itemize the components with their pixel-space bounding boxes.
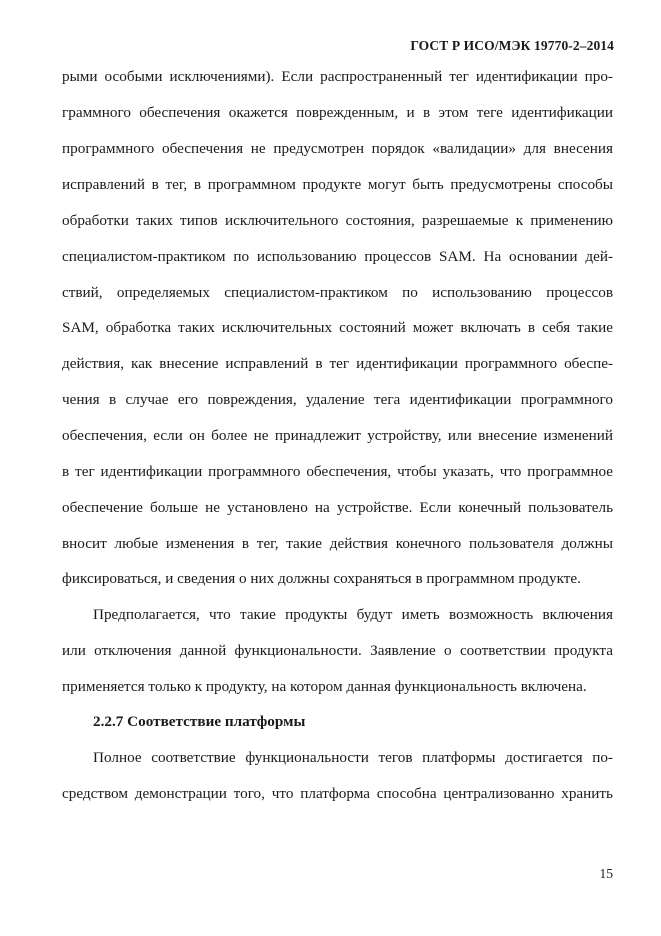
section-heading: 2.2.7 Соответствие платформы: [93, 713, 306, 730]
document-header: ГОСТ Р ИСО/МЭК 19770-2–2014: [410, 38, 614, 53]
text-line: SAM, обработка таких исключительных состояний может включать в себя такие: [62, 319, 613, 336]
text-line: специалистом-практиком по использованию процессов SAM. На основании дей-: [62, 248, 613, 265]
text-line: вносит любые изменения в тег, такие действия конечного пользователя должны: [62, 535, 613, 552]
text-line: чения в случае его повреждения, удаление тега идентификации программного: [62, 391, 613, 408]
text-line: обеспечение больше не установлено на устройстве. Если конечный пользователь: [62, 499, 613, 516]
text-line: программного обеспечения не предусмотрен порядок «валидации» для внесения: [62, 140, 613, 157]
text-line: действия, как внесение исправлений в тег идентификации программного обеспе-: [62, 355, 613, 372]
page-number: 15: [599, 866, 613, 881]
text-line: фиксироваться, и сведения о них должны сохраняться в программном продукте.: [62, 570, 581, 587]
text-line: ствий, определяемых специалистом-практиком по использованию процессов: [62, 284, 613, 301]
text-line: обработки таких типов исключительного состояния, разрешаемые к применению: [62, 212, 613, 229]
text-line: граммного обеспечения окажется поврежденным, и в этом теге идентификации: [62, 104, 613, 121]
text-line: исправлений в тег, в программном продукте могут быть предусмотрены способы: [62, 176, 613, 193]
text-line: применяется только к продукту, на котором данная функциональность включена.: [62, 678, 587, 695]
text-line: обеспечения, если он более не принадлежит устройству, или внесение изменений: [62, 427, 613, 444]
text-line: рыми особыми исключениями). Если распространенный тег идентификации про-: [62, 68, 613, 85]
text-line: или отключения данной функциональности. Заявление о соответствии продукта: [62, 642, 613, 659]
text-line: в тег идентификации программного обеспечения, чтобы указать, что программное: [62, 463, 613, 480]
text-line: средством демонстрации того, что платформа способна централизованно хранить: [62, 785, 613, 802]
text-line: Предполагается, что такие продукты будут иметь возможность включения: [93, 606, 613, 623]
text-line: Полное соответствие функциональности тегов платформы достигается по-: [93, 749, 613, 766]
